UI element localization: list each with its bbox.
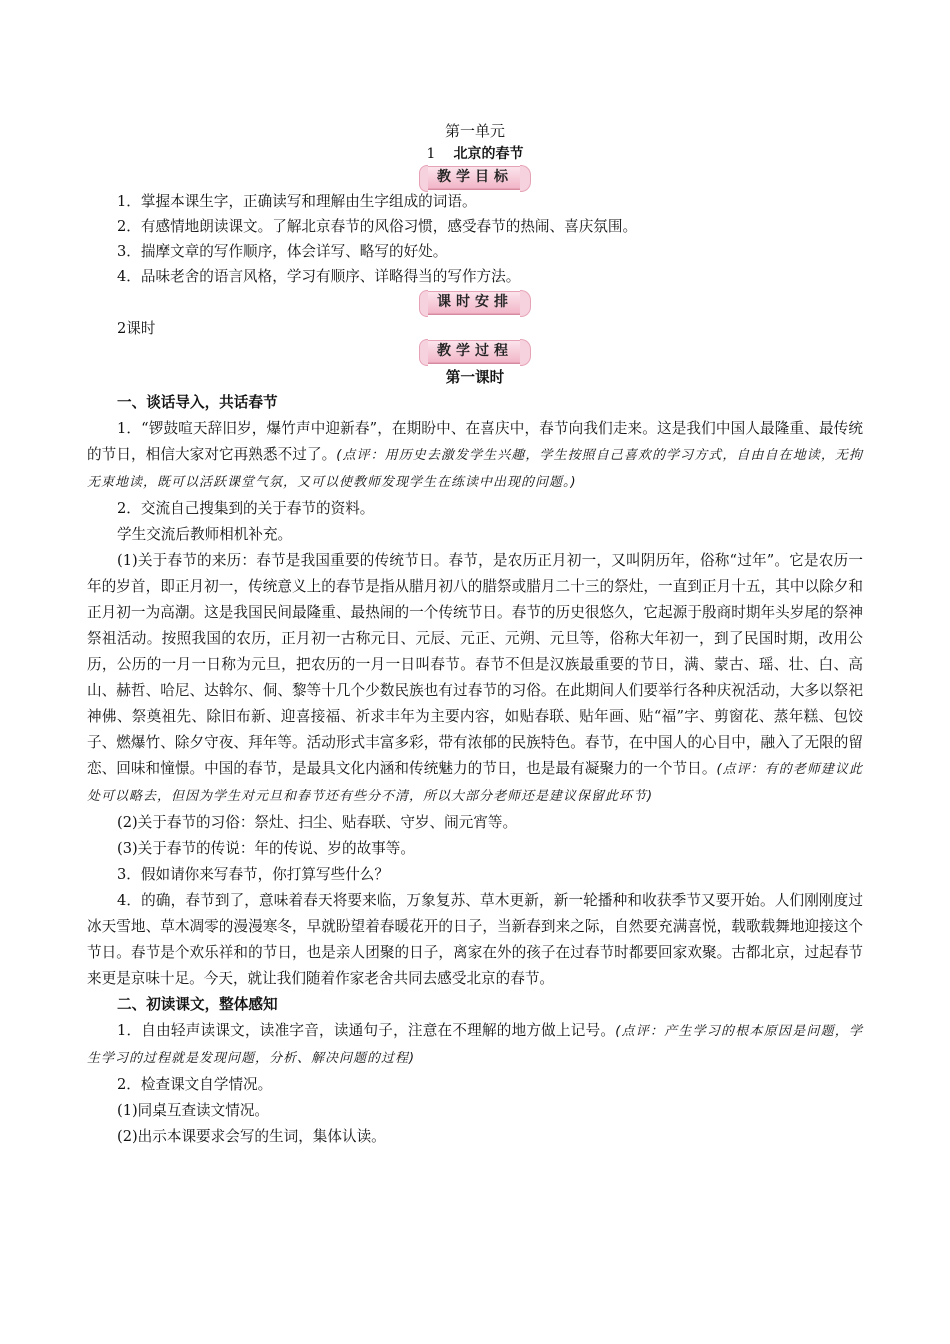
- lesson-title-text: 北京的春节: [453, 146, 524, 162]
- first-period-title: 第一课时: [445, 369, 505, 386]
- section-1-paragraph: (2)关于春节的习俗：祭灶、扫尘、贴春联、守岁、闹元宵等。: [117, 814, 518, 831]
- section-1: [87, 390, 863, 1150]
- schedule-badge: 课时安排: [424, 291, 526, 314]
- section-1-paragraph: 4．的确，春节到了，意味着春天将要来临，万象复苏、草木更新，新一轮播种和收获季节又要开始。人们刚刚度过冰天雪地、草木凋零的漫漫寒冬，早就盼望着春暖花开的日子，当新春到来之际，自然要充满喜悦，载歌载舞地迎接这个节日。春节是个欢乐祥和的节日，也是亲人团聚的日子，离家在外的孩子在过春节时都要回家欢聚。古都北京，过起春节来更是京味十足。今天，就让我们随着作家老舍共同去感受北京的春节。: [87, 892, 863, 987]
- section-1-heading: 一、谈话导入，共话春节: [117, 394, 278, 411]
- objective-item: 2．有感情地朗读课文。了解北京春节的风俗习惯，感受春节的热闹、喜庆氛围。: [117, 218, 638, 235]
- objectives-badge: 教学目标: [424, 166, 526, 189]
- lesson-number: 1: [426, 146, 436, 162]
- teacher-comment: (点评：用历史去激发学生兴趣，学生按照自己喜欢的学习方式，自由自在地读，无拘无束地读，既可以活跃课堂气氛，又可以使教师发现学生在练读中出现的问题。): [87, 448, 863, 490]
- section-1-paragraph: 学生交流后教师相机补充。: [117, 526, 293, 543]
- section-2-paragraph: 2．检查课文自学情况。: [117, 1076, 273, 1093]
- section-2-paragraph: (2)出示本课要求会写的生词，集体认读。: [117, 1128, 386, 1145]
- lesson-title: [0, 143, 950, 163]
- teacher-comment: (点评：产生学习的根本原因是问题，学生学习的过程就是发现问题，分析、解决问题的过程): [87, 1024, 863, 1066]
- section-1-paragraph: 2．交流自己搜集到的关于春节的资料。: [117, 500, 375, 517]
- section-1-paragraph: (3)关于春节的传说：年的传说、岁的故事等。: [117, 840, 415, 857]
- teacher-comment: (点评：有的老师建议此处可以略去，但因为学生对元旦和春节还有些分不清，所以大部分老师还是建议保留此环节): [87, 762, 863, 804]
- section-1-paragraph: (1)关于春节的来历：春节是我国重要的传统节日。春节，是农历正月初一，又叫阴历年，俗称“过年”。它是农历一年的岁首，即正月初一，传统意义上的春节是指从腊月初八的腊祭或腊月二十三的祭灶，一直到正月十五，其中以除夕和正月初一为高潮。这是我国民间最隆重、最热闹的一个传统节日。春节的历史很悠久，它起源于殷商时期年头岁尾的祭神祭祖活动。按照我国的农历，正月初一古称元日、元辰、元正、元朔、元旦等，俗称大年初一，到了民国时期，改用公历，公历的一月一日称为元旦，把农历的一月一日叫春节。春节不但是汉族最重要的节日，满、蒙古、瑶、壮、白、高山、赫哲、哈尼、达斡尔、侗、黎等十几个少数民族也有过春节的习俗。在此期间人们要举行各种庆祝活动，大多以祭祀神佛、祭奠祖先、除旧布新、迎喜接福、祈求丰年为主要内容，如贴春联、贴年画、贴“福”字、剪窗花、蒸年糕、包饺子、燃爆竹、除夕守夜、拜年等。活动形式丰富多彩，带有浓郁的民族特色。春节，在中国人的心目中，融入了无限的留恋、回味和憧憬。中国的春节，是最具文化内涵和传统魅力的节日，也是最有凝聚力的一个节日。(点评：有的老师建议此处可以略去，但因为学生对元旦和春节还有些分不清，所以大部分老师还是建议保留此环节): [87, 552, 863, 804]
- schedule-text: 2课时: [117, 320, 156, 337]
- objective-item: 3．揣摩文章的写作顺序，体会详写、略写的好处。: [117, 243, 448, 260]
- unit-title: 第一单元: [444, 122, 505, 140]
- process-badge: 教学过程: [424, 340, 526, 363]
- objectives-block: [87, 189, 863, 289]
- section-2-heading: 二、初读课文，整体感知: [117, 996, 278, 1013]
- objective-item: 1．掌握本课生字，正确读写和理解由生字组成的词语。: [117, 193, 477, 210]
- section-1-paragraph: 3．假如请你来写春节，你打算写些什么？: [117, 866, 389, 883]
- section-2-paragraph: 1．自由轻声读课文，读准字音，读通句子，注意在不理解的地方做上记号。(点评：产生学习的根本原因是问题，学生学习的过程就是发现问题，分析、解决问题的过程): [87, 1022, 863, 1066]
- objective-item: 4．品味老舍的语言风格，学习有顺序、详略得当的写作方法。: [117, 268, 521, 285]
- section-2-paragraph: (1)同桌互查读文情况。: [117, 1102, 270, 1119]
- section-1-paragraph: 1．“锣鼓喧天辞旧岁，爆竹声中迎新春”，在期盼中、在喜庆中，春节向我们走来。这是我们中国人最隆重、最传统的节日，相信大家对它再熟悉不过了。(点评：用历史去激发学生兴趣，学生按照自己喜欢的学习方式，自由自在地读，无拘无束地读，既可以活跃课堂气氛，又可以使教师发现学生在练读中出现的问题。): [87, 420, 863, 490]
